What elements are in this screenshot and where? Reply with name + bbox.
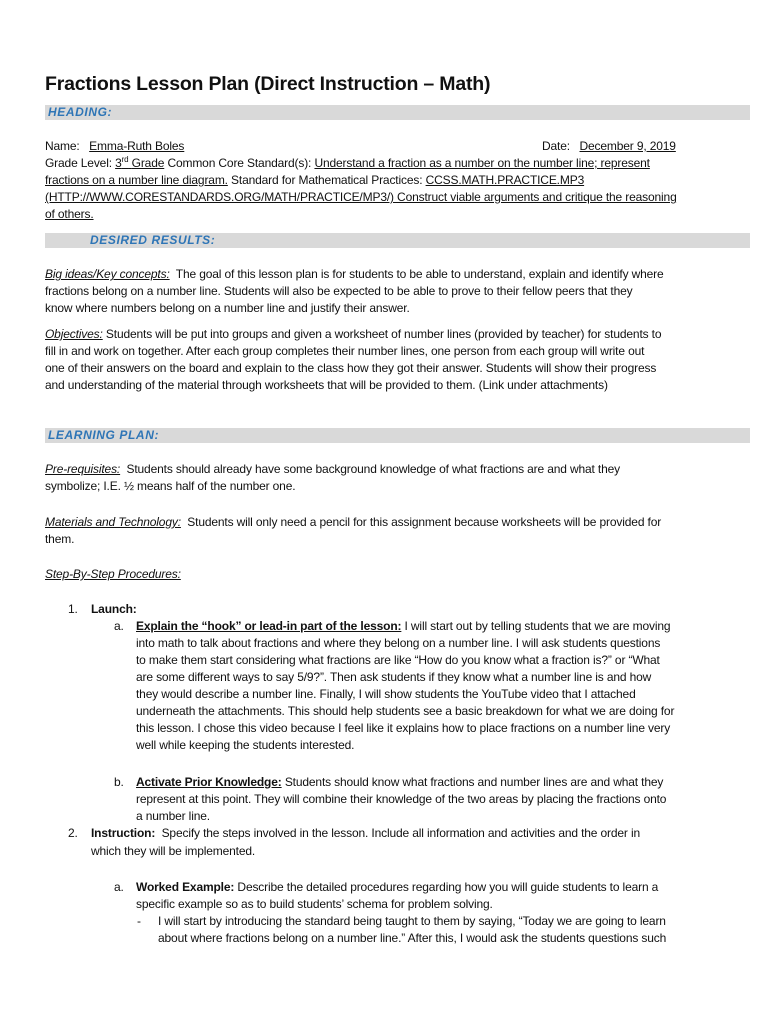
step-detail-line1: I will start by introducing the standard being taught to them by saying, “Today we are going to learn — [158, 914, 666, 928]
ccs-line2 — [45, 172, 584, 189]
grade-word: Grade — [131, 156, 165, 170]
instruction-line2: which they will be implemented. — [91, 844, 256, 858]
smp-label: Standard for Mathematical Practices: — [231, 173, 423, 187]
worked-example-line2: specific example so as to build students’ schema for problem solving. — [136, 897, 493, 911]
grade-superscript: rd — [121, 155, 129, 164]
grade-label: Grade Level: — [45, 156, 112, 170]
section-band-desired-results — [45, 233, 750, 248]
hook-line2: into math to talk about fractions and where they belong on a number line. I will ask students questions — [136, 636, 661, 650]
materials-label: Materials and Technology: — [45, 515, 181, 529]
section-learning-label: LEARNING PLAN: — [48, 428, 160, 442]
big-ideas-label: Big ideas/Key concepts: — [45, 267, 170, 281]
prereq-line2: symbolize; I.E. ½ means half of the number one. — [45, 479, 296, 493]
big-ideas-line1 — [45, 266, 664, 283]
materials-line2: them. — [45, 532, 75, 546]
date-value: December 9, 2019 — [579, 139, 676, 153]
hook-line7: this lesson. I chose this video because I feel like it explains how to place fractions on a number line very — [136, 721, 671, 735]
page-title: Fractions Lesson Plan (Direct Instruction – Math) — [45, 73, 491, 95]
materials-line1 — [45, 514, 661, 531]
smp-link[interactable]: CCSS.MATH.PRACTICE.MP3 — [425, 173, 585, 187]
hook-line1 — [136, 618, 670, 635]
ccs-value-line1: Understand a fraction as a number on the number line; represent — [314, 156, 650, 170]
worked-example-line1 — [136, 879, 658, 896]
list-number-2: 2. — [68, 826, 78, 840]
hook-line6: underneath the attachments. This should help students see a basic breakdown for what we are doing for — [136, 704, 675, 718]
prior-knowledge-line1 — [136, 774, 663, 791]
hook-line8: well while keeping the students interested. — [136, 738, 355, 752]
instruction-text: Specify the steps involved in the lesson. Include all information and activities and the order in — [161, 826, 640, 840]
prior-knowledge-label: Activate Prior Knowledge: — [136, 775, 282, 789]
hook-text: I will start out by telling students that we are moving — [404, 619, 671, 633]
big-ideas-text: The goal of this lesson plan is for students to be able to understand, explain and identify where — [175, 267, 664, 281]
materials-text: Students will only need a pencil for this assignment because worksheets will be provided for — [187, 515, 662, 529]
hook-line3: to make them start considering what fractions are like “How do you know what a fraction is?” or “What — [136, 653, 660, 667]
prior-knowledge-line2: represent at this point. They will combine their knowledge of the two areas by placing the fractions onto — [136, 792, 667, 806]
section-band-heading — [45, 105, 750, 120]
dash-marker: - — [137, 914, 141, 928]
grade-number: 3 — [115, 156, 122, 170]
objectives-text: Students will be put into groups and given a worksheet of number lines (provided by teacher) for students to — [105, 327, 662, 341]
date-line — [542, 138, 676, 155]
date-label: Date: — [542, 139, 570, 153]
smp-line3: of others. — [45, 207, 94, 221]
big-ideas-line3: know where numbers belong on a number line and justify their answer. — [45, 301, 410, 315]
objectives-line4: and understanding of the material through worksheets that will be provided to them. (Link under attachments) — [45, 378, 608, 392]
steps-label: Step-By-Step Procedures: — [45, 567, 181, 581]
name-value: Emma-Ruth Boles — [89, 139, 185, 153]
hook-line5: they would describe a number line. Finally, I will show students the YouTube video that I attached — [136, 687, 636, 701]
prior-knowledge-text: Students should know what fractions and number lines are and what they — [284, 775, 664, 789]
objectives-line1 — [45, 326, 661, 343]
prereq-line1 — [45, 461, 620, 478]
name-line — [45, 138, 184, 155]
launch-heading: Launch: — [91, 602, 137, 616]
list-marker-worked: a. — [114, 880, 124, 894]
prior-knowledge-line3: a number line. — [136, 809, 210, 823]
smp-line2: (HTTP://WWW.CORESTANDARDS.ORG/MATH/PRACTICE/MP3/) Construct viable arguments and critique the reasoning — [45, 190, 677, 204]
hook-label: Explain the “hook” or lead-in part of the lesson: — [136, 619, 402, 633]
instruction-line1 — [91, 825, 640, 842]
instruction-label: Instruction: — [91, 826, 156, 840]
prereq-label: Pre-requisites: — [45, 462, 121, 476]
hook-line4: are some different ways to say 5/9?”. Then ask students if they know what a number line is and how — [136, 670, 652, 684]
list-marker-a: a. — [114, 619, 124, 633]
section-band-learning-plan — [45, 428, 750, 443]
name-label: Name: — [45, 139, 80, 153]
worked-example-text: Describe the detailed procedures regarding how you will guide students to learn a — [237, 880, 659, 894]
ccs-value-line2: fractions on a number line diagram. — [45, 173, 228, 187]
grade-line — [45, 155, 650, 172]
big-ideas-line2: fractions belong on a number line. Students will also be expected to be able to prove to their fellow peers that they — [45, 284, 633, 298]
objectives-label: Objectives: — [45, 327, 103, 341]
worked-example-label: Worked Example: — [136, 880, 235, 894]
section-heading-label: HEADING: — [48, 105, 113, 119]
ccs-label: Common Core Standard(s): — [167, 156, 312, 170]
objectives-line2: fill in and work on together. After each group completes their number lines, one person from each group will write out — [45, 344, 645, 358]
prereq-text: Students should already have some background knowledge of what fractions are and what they — [126, 462, 620, 476]
list-number-1: 1. — [68, 602, 78, 616]
objectives-line3: one of their answers on the board and explain to the class how they got their answer. Students will show their progress — [45, 361, 657, 375]
step-detail-line2: about where fractions belong on a number line.” After this, I would ask the students questions such — [158, 931, 667, 945]
section-desired-label: DESIRED RESULTS: — [90, 233, 216, 247]
list-marker-b: b. — [114, 775, 124, 789]
